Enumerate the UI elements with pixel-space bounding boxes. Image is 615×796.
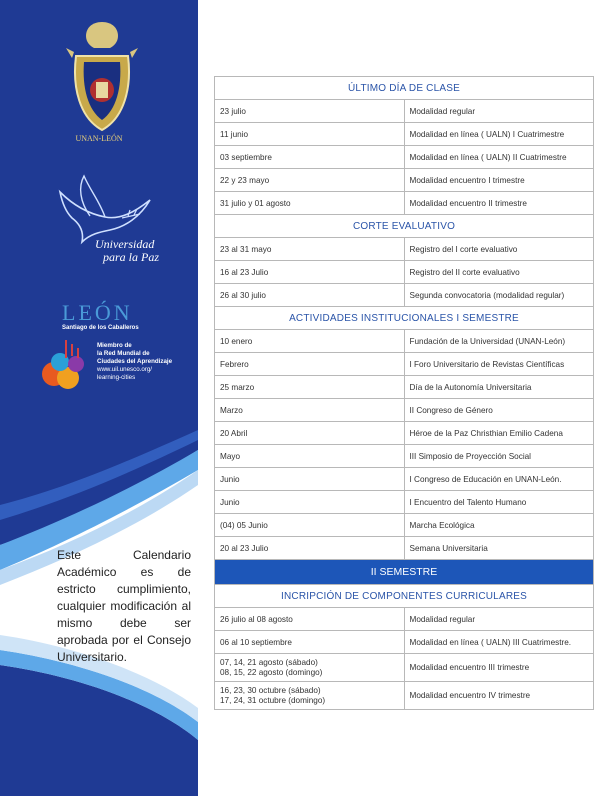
table-row [215, 100, 594, 123]
date-cell: 22 y 23 mayo [215, 169, 405, 192]
activity-cell: Modalidad encuentro II trimestre [404, 192, 594, 215]
network-line3: Ciudades del Aprendizaje [97, 358, 173, 365]
date-cell: 20 al 23 Julio [215, 537, 405, 560]
activity-cell: Registro del I corte evaluativo [404, 238, 594, 261]
date-cell: 06 al 10 septiembre [215, 631, 405, 654]
activity-cell: Héroe de la Paz Christhian Emilio Cadena [404, 422, 594, 445]
activity-cell: Modalidad encuentro III trimestre [404, 654, 594, 682]
activity-cell: I Congreso de Educación en UNAN-León. [404, 468, 594, 491]
date-cell: 11 junio [215, 123, 405, 146]
table-row [215, 422, 594, 445]
university-title [95, 238, 159, 264]
table-row [215, 330, 594, 353]
network-line5: learning-cities [97, 374, 136, 381]
section-header-row [215, 585, 594, 608]
date-line: 08, 15, 22 agosto (domingo) [220, 667, 323, 677]
table-row [215, 146, 594, 169]
activity-cell: Modalidad en línea ( UALN) II Cuatrimestre [404, 146, 594, 169]
section-header-row [215, 307, 594, 330]
university-line1: Universidad [95, 237, 155, 251]
network-line4: www.uil.unesco.org/ [97, 366, 153, 373]
date-cell: 25 marzo [215, 376, 405, 399]
activity-cell: I Foro Universitario de Revistas Científicas [404, 353, 594, 376]
section-title: ÚLTIMO DÍA DE CLASE [215, 77, 594, 100]
activity-cell: Semana Universitaria [404, 537, 594, 560]
table-row [215, 608, 594, 631]
date-cell: 23 julio [215, 100, 405, 123]
date-cell [215, 682, 405, 710]
date-cell: 10 enero [215, 330, 405, 353]
activity-cell: Modalidad en línea ( UALN) I Cuatrimestre [404, 123, 594, 146]
city-name: LEÓN [62, 300, 133, 325]
section-header-row [215, 215, 594, 238]
date-line: 16, 23, 30 octubre (sábado) [220, 685, 321, 695]
network-text [97, 342, 197, 382]
date-cell: 16 al 23 Julio [215, 261, 405, 284]
activity-cell: Segunda convocatoria (modalidad regular) [404, 284, 594, 307]
table-row [215, 123, 594, 146]
semester-banner-row [215, 560, 594, 585]
university-crest-icon [62, 18, 142, 138]
date-cell: Junio [215, 468, 405, 491]
date-cell: 20 Abril [215, 422, 405, 445]
date-cell: Febrero [215, 353, 405, 376]
date-cell: 23 al 31 mayo [215, 238, 405, 261]
date-cell [215, 654, 405, 682]
date-line: 07, 14, 21 agosto (sábado) [220, 657, 318, 667]
sidebar [0, 0, 198, 796]
date-cell: (04) 05 Junio [215, 514, 405, 537]
academic-calendar-table [214, 76, 594, 710]
table-row [215, 631, 594, 654]
date-cell: 31 julio y 01 agosto [215, 192, 405, 215]
section-title: INCRIPCIÓN DE COMPONENTES CURRICULARES [215, 585, 594, 608]
table-row [215, 284, 594, 307]
activity-cell: Registro del II corte evaluativo [404, 261, 594, 284]
activity-cell: Modalidad encuentro I trimestre [404, 169, 594, 192]
activity-cell: Marcha Ecológica [404, 514, 594, 537]
activity-cell: Modalidad encuentro IV trimestre [404, 682, 594, 710]
date-cell: 03 septiembre [215, 146, 405, 169]
table-row [215, 261, 594, 284]
table-row [215, 353, 594, 376]
table-row [215, 169, 594, 192]
table-row [215, 491, 594, 514]
network-line1: Miembro de [97, 342, 132, 349]
section-title: CORTE EVALUATIVO [215, 215, 594, 238]
table-row [215, 445, 594, 468]
activity-cell: Fundación de la Universidad (UNAN-León) [404, 330, 594, 353]
crest-label: UNAN-LEÓN [75, 134, 123, 143]
activity-cell: Modalidad en línea ( UALN) III Cuatrimestre. [404, 631, 594, 654]
table-row [215, 399, 594, 422]
activity-cell: II Congreso de Género [404, 399, 594, 422]
date-cell: Junio [215, 491, 405, 514]
table-row [215, 537, 594, 560]
activity-cell: Día de la Autonomía Universitaria [404, 376, 594, 399]
semester-banner: II SEMESTRE [215, 560, 594, 585]
city-subtitle: Santiago de los Caballeros [62, 325, 139, 331]
section-header-row [215, 77, 594, 100]
date-line: 17, 24, 31 octubre (domingo) [220, 695, 326, 705]
table-row [215, 654, 594, 682]
table-row [215, 238, 594, 261]
activity-cell: Modalidad regular [404, 100, 594, 123]
date-cell: Marzo [215, 399, 405, 422]
date-cell: 26 julio al 08 agosto [215, 608, 405, 631]
table-row [215, 468, 594, 491]
compliance-note: Este Calendario Académico es de estricto cumplimiento, cualquier modificación al mismo debe ser aprobada por el Consejo Universitario. [57, 548, 191, 664]
activity-cell: Modalidad regular [404, 608, 594, 631]
activity-cell: III Simposio de Proyección Social [404, 445, 594, 468]
table-row [215, 514, 594, 537]
date-cell: 26 al 30 julio [215, 284, 405, 307]
date-cell: Mayo [215, 445, 405, 468]
table-row [215, 376, 594, 399]
learning-cities-logo-icon [36, 338, 94, 394]
network-line2: la Red Mundial de [97, 350, 150, 357]
activity-cell: I Encuentro del Talento Humano [404, 491, 594, 514]
table-row [215, 682, 594, 710]
table-row [215, 192, 594, 215]
university-line2: para la Paz [103, 250, 160, 264]
section-title: ACTIVIDADES INSTITUCIONALES I SEMESTRE [215, 307, 594, 330]
